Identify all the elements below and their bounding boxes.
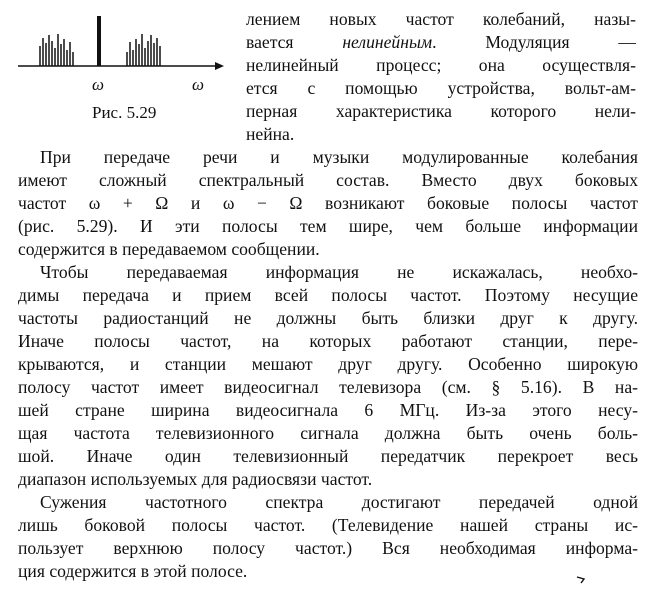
text-line: щая частота телевизионного сигнала должна быть очень боль- bbox=[18, 423, 638, 443]
carrier-line bbox=[97, 16, 101, 66]
text-line: нейна. bbox=[246, 124, 295, 144]
text-line: перная характеристика которого нели- bbox=[246, 101, 636, 121]
spectrum-figure bbox=[16, 8, 236, 126]
spectrum-diagram bbox=[16, 8, 236, 100]
text-line: Сужения частотного спектра достигают передачей одной bbox=[40, 492, 638, 512]
body-text bbox=[18, 146, 638, 583]
text-line: имеют сложный спектральный состав. Вместо двух боковых bbox=[18, 170, 638, 190]
axis-arrow-icon bbox=[215, 62, 224, 70]
text-line: пользует верхнюю полосу частот.) Вся необходимая информа- bbox=[18, 538, 638, 558]
text-line: диапазон используемых для радиосвязи частот. bbox=[18, 469, 373, 489]
text-line: димы передача и прием всей полосы частот. Поэтому несущие bbox=[18, 285, 638, 305]
text-line: лишь боковой полосы частот. (Телевидение нашей страны ис- bbox=[18, 515, 638, 535]
carrier-axis-label: ω bbox=[92, 75, 105, 94]
text-line: ется с помощью устройства, вольт-ам- bbox=[246, 78, 636, 98]
text-line: шой. Иначе один телевизионный передатчик перекроет весь bbox=[18, 446, 638, 466]
paragraph-3 bbox=[18, 491, 638, 583]
text-line: лением новых частот колебаний, назы- bbox=[246, 9, 636, 29]
upper-sideband bbox=[127, 34, 160, 66]
text-line: (рис. 5.29). И эти полосы тем шире, чем больше информации bbox=[18, 216, 638, 236]
text-line: частоты радиостанций не должны быть близки друг к другу. bbox=[18, 308, 638, 328]
text-line: шей стране ширина видеосигнала 6 МГц. Из-за этого несу- bbox=[18, 400, 638, 420]
lower-sideband bbox=[40, 34, 73, 66]
paragraph-2 bbox=[18, 261, 638, 491]
text-line: частот ω + Ω и ω − Ω возникают боковые полосы частот bbox=[18, 193, 638, 213]
text-line: нелинейный процесс; она осуществля- bbox=[246, 55, 636, 75]
text-line bbox=[246, 31, 636, 54]
text-fragment: . Модуляция — bbox=[432, 32, 636, 52]
text-line: Иначе полосы частот, на которых работают станции, пере- bbox=[18, 331, 638, 351]
text-line: ция содержится в этой полосе. bbox=[18, 561, 248, 581]
text-fragment: вается bbox=[246, 32, 294, 52]
text-line: При передаче речи и музыки модулированные колебания bbox=[40, 147, 638, 167]
top-text-block bbox=[246, 8, 636, 146]
text-line: Чтобы передаваемая информация не искажалась, необхо- bbox=[40, 262, 638, 282]
figure-caption: Рис. 5.29 bbox=[92, 103, 157, 122]
paragraph-1 bbox=[18, 146, 638, 261]
text-line: крываются, и станции мешают друг другу. Особенно широкую bbox=[18, 354, 638, 374]
axis-end-label: ω bbox=[192, 75, 205, 94]
text-line: полосу частот имеет видеосигнал телевизора (см. § 5.16). В на- bbox=[18, 377, 638, 397]
stray-mark-icon bbox=[576, 574, 590, 584]
emphasized-term: нелинейным bbox=[342, 32, 433, 52]
text-line: содержится в передаваемом сообщении. bbox=[18, 239, 320, 259]
